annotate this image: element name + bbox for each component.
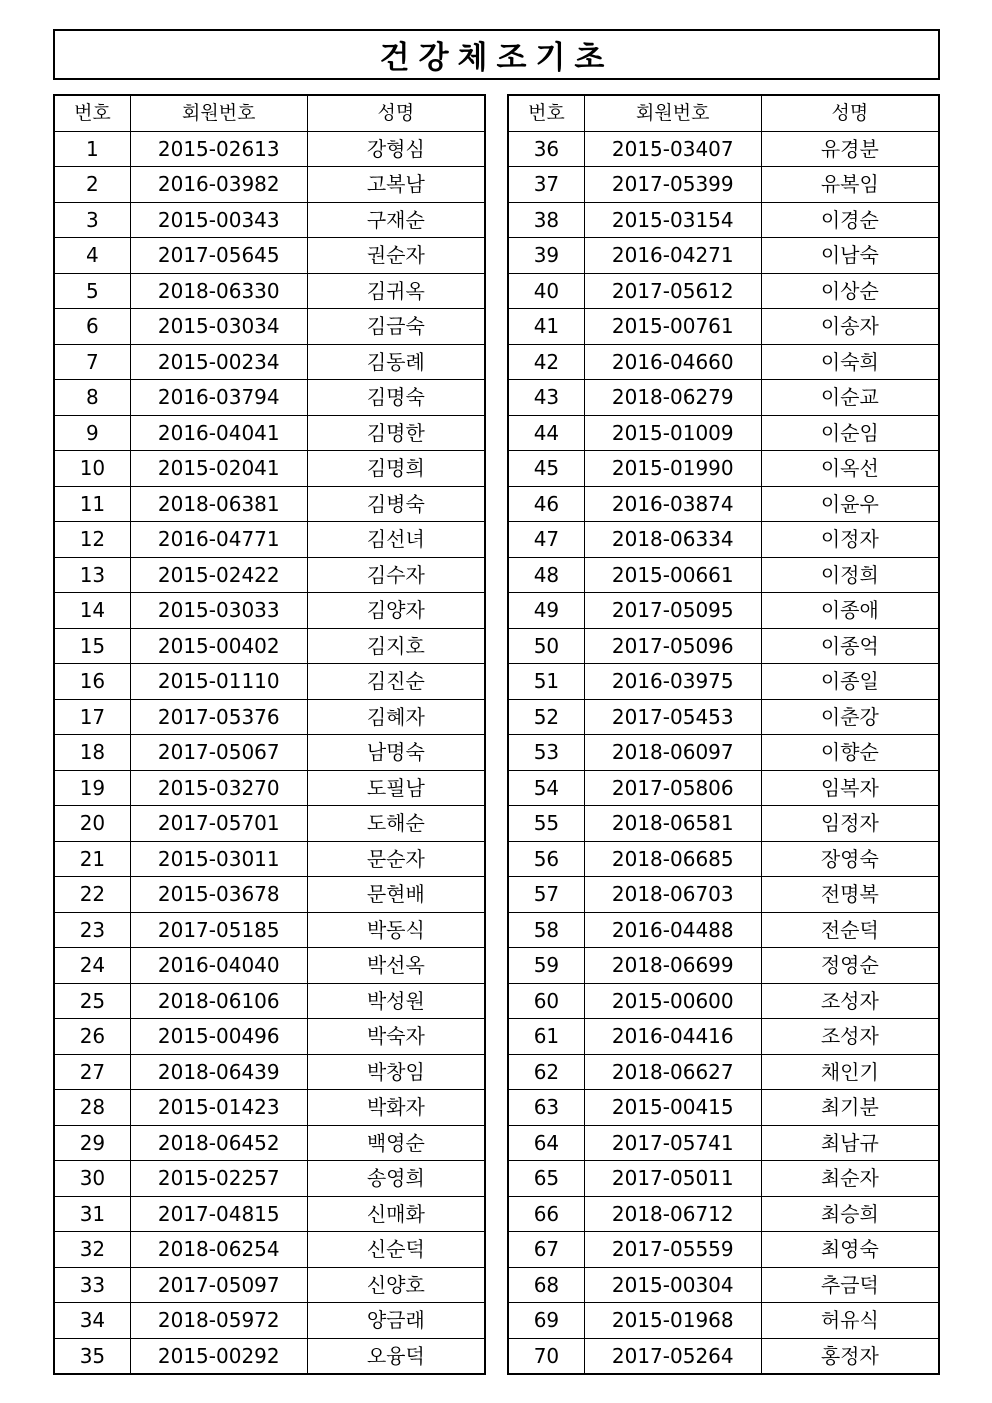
member-id-cell: 2015-03011 [130, 841, 307, 877]
member-name-cell: 최순자 [761, 1161, 939, 1197]
table-row [54, 557, 485, 593]
table-row [54, 1090, 485, 1126]
table-row [54, 628, 485, 664]
row-number-cell: 55 [508, 806, 584, 842]
table-row [54, 522, 485, 558]
member-name-cell: 구재순 [307, 202, 485, 238]
member-id-cell: 2015-02613 [130, 131, 307, 167]
member-name-cell: 이정희 [761, 557, 939, 593]
table-row [508, 1196, 939, 1232]
row-number-cell: 59 [508, 948, 584, 984]
row-number-cell: 11 [54, 486, 130, 522]
roster-body-right [508, 131, 939, 1374]
table-row [508, 415, 939, 451]
member-name-cell: 오융덕 [307, 1338, 485, 1374]
row-number-cell: 8 [54, 380, 130, 416]
row-number-cell: 60 [508, 983, 584, 1019]
row-number-cell: 56 [508, 841, 584, 877]
table-row [508, 273, 939, 309]
row-number-cell: 2 [54, 167, 130, 203]
member-id-cell: 2015-01423 [130, 1090, 307, 1126]
member-id-cell: 2018-06712 [584, 1196, 761, 1232]
row-number-cell: 67 [508, 1232, 584, 1268]
member-id-cell: 2016-04488 [584, 912, 761, 948]
table-row [508, 1161, 939, 1197]
table-row [54, 344, 485, 380]
row-number-cell: 57 [508, 877, 584, 913]
table-row [508, 202, 939, 238]
table-row [54, 1054, 485, 1090]
member-id-cell: 2017-05701 [130, 806, 307, 842]
member-id-cell: 2016-03975 [584, 664, 761, 700]
row-number-cell: 34 [54, 1303, 130, 1339]
table-row [54, 238, 485, 274]
member-name-cell: 백영순 [307, 1125, 485, 1161]
member-name-cell: 박동식 [307, 912, 485, 948]
member-id-cell: 2018-06452 [130, 1125, 307, 1161]
member-id-cell: 2015-00496 [130, 1019, 307, 1055]
member-name-cell: 조성자 [761, 1019, 939, 1055]
member-id-cell: 2015-02422 [130, 557, 307, 593]
table-row [54, 202, 485, 238]
row-number-cell: 63 [508, 1090, 584, 1126]
table-row [508, 806, 939, 842]
member-id-cell: 2015-03270 [130, 770, 307, 806]
member-name-cell: 이향순 [761, 735, 939, 771]
roster-table-left [53, 94, 486, 1375]
member-id-cell: 2015-00234 [130, 344, 307, 380]
member-name-cell: 이정자 [761, 522, 939, 558]
row-number-cell: 30 [54, 1161, 130, 1197]
row-number-cell: 62 [508, 1054, 584, 1090]
table-row [508, 486, 939, 522]
member-name-cell: 박숙자 [307, 1019, 485, 1055]
roster-body-left [54, 131, 485, 1374]
member-name-cell: 유경분 [761, 131, 939, 167]
table-row [54, 451, 485, 487]
row-number-cell: 44 [508, 415, 584, 451]
document-title: 건강체조기초 [379, 40, 614, 76]
member-id-cell: 2018-06439 [130, 1054, 307, 1090]
row-number-cell: 64 [508, 1125, 584, 1161]
table-row [508, 664, 939, 700]
member-name-cell: 이송자 [761, 309, 939, 345]
table-row [54, 1267, 485, 1303]
header-no: 번호 [508, 95, 584, 131]
header-name: 성명 [761, 95, 939, 131]
member-id-cell: 2017-05645 [130, 238, 307, 274]
member-id-cell: 2017-05612 [584, 273, 761, 309]
member-name-cell: 임정자 [761, 806, 939, 842]
row-number-cell: 24 [54, 948, 130, 984]
member-name-cell: 김진순 [307, 664, 485, 700]
member-name-cell: 김명희 [307, 451, 485, 487]
row-number-cell: 13 [54, 557, 130, 593]
member-id-cell: 2018-06685 [584, 841, 761, 877]
member-id-cell: 2016-03982 [130, 167, 307, 203]
table-row [54, 1125, 485, 1161]
table-row [54, 664, 485, 700]
member-name-cell: 최영숙 [761, 1232, 939, 1268]
row-number-cell: 53 [508, 735, 584, 771]
member-id-cell: 2017-05453 [584, 699, 761, 735]
member-id-cell: 2017-05376 [130, 699, 307, 735]
table-row [54, 699, 485, 735]
table-row [54, 770, 485, 806]
member-id-cell: 2015-03407 [584, 131, 761, 167]
member-id-cell: 2017-04815 [130, 1196, 307, 1232]
row-number-cell: 54 [508, 770, 584, 806]
roster-table-right [507, 94, 940, 1375]
row-number-cell: 27 [54, 1054, 130, 1090]
table-row [54, 1303, 485, 1339]
row-number-cell: 26 [54, 1019, 130, 1055]
member-id-cell: 2016-04771 [130, 522, 307, 558]
member-name-cell: 문현배 [307, 877, 485, 913]
table-row [54, 486, 485, 522]
member-id-cell: 2017-05264 [584, 1338, 761, 1374]
table-row [508, 380, 939, 416]
member-id-cell: 2016-04041 [130, 415, 307, 451]
member-name-cell: 박창임 [307, 1054, 485, 1090]
member-id-cell: 2018-06254 [130, 1232, 307, 1268]
member-name-cell: 도필남 [307, 770, 485, 806]
table-row [54, 841, 485, 877]
row-number-cell: 12 [54, 522, 130, 558]
table-row [508, 593, 939, 629]
member-name-cell: 전명복 [761, 877, 939, 913]
table-row [54, 1019, 485, 1055]
member-name-cell: 이종일 [761, 664, 939, 700]
row-number-cell: 45 [508, 451, 584, 487]
member-name-cell: 이상순 [761, 273, 939, 309]
member-id-cell: 2015-03033 [130, 593, 307, 629]
member-name-cell: 신순덕 [307, 1232, 485, 1268]
member-name-cell: 권순자 [307, 238, 485, 274]
table-row [508, 167, 939, 203]
member-name-cell: 허유식 [761, 1303, 939, 1339]
member-name-cell: 이춘강 [761, 699, 939, 735]
table-row [54, 983, 485, 1019]
row-number-cell: 43 [508, 380, 584, 416]
row-number-cell: 9 [54, 415, 130, 451]
table-row [508, 877, 939, 913]
table-row [508, 451, 939, 487]
member-name-cell: 정영순 [761, 948, 939, 984]
member-name-cell: 김동례 [307, 344, 485, 380]
member-name-cell: 전순덕 [761, 912, 939, 948]
row-number-cell: 39 [508, 238, 584, 274]
table-row [508, 912, 939, 948]
table-row [54, 131, 485, 167]
member-id-cell: 2016-04416 [584, 1019, 761, 1055]
header-no: 번호 [54, 95, 130, 131]
member-id-cell: 2016-04271 [584, 238, 761, 274]
row-number-cell: 42 [508, 344, 584, 380]
row-number-cell: 20 [54, 806, 130, 842]
member-id-cell: 2018-05972 [130, 1303, 307, 1339]
table-row [54, 167, 485, 203]
table-row [508, 841, 939, 877]
member-id-cell: 2017-05067 [130, 735, 307, 771]
header-member-id: 회원번호 [584, 95, 761, 131]
member-name-cell: 이옥선 [761, 451, 939, 487]
row-number-cell: 31 [54, 1196, 130, 1232]
row-number-cell: 14 [54, 593, 130, 629]
table-row [508, 131, 939, 167]
member-name-cell: 김선녀 [307, 522, 485, 558]
row-number-cell: 52 [508, 699, 584, 735]
table-row [54, 1161, 485, 1197]
member-id-cell: 2015-00402 [130, 628, 307, 664]
member-name-cell: 유복임 [761, 167, 939, 203]
member-name-cell: 장영숙 [761, 841, 939, 877]
member-id-cell: 2018-06381 [130, 486, 307, 522]
table-row [508, 770, 939, 806]
member-id-cell: 2018-06334 [584, 522, 761, 558]
member-name-cell: 이숙희 [761, 344, 939, 380]
table-row [508, 1232, 939, 1268]
member-id-cell: 2018-06581 [584, 806, 761, 842]
member-name-cell: 조성자 [761, 983, 939, 1019]
member-name-cell: 박성원 [307, 983, 485, 1019]
member-name-cell: 이종애 [761, 593, 939, 629]
table-row [54, 415, 485, 451]
row-number-cell: 4 [54, 238, 130, 274]
row-number-cell: 48 [508, 557, 584, 593]
row-number-cell: 47 [508, 522, 584, 558]
member-id-cell: 2017-05741 [584, 1125, 761, 1161]
member-name-cell: 김명숙 [307, 380, 485, 416]
table-row [54, 877, 485, 913]
row-number-cell: 15 [54, 628, 130, 664]
member-id-cell: 2015-00343 [130, 202, 307, 238]
table-row [54, 273, 485, 309]
header-name: 성명 [307, 95, 485, 131]
table-row [508, 522, 939, 558]
member-name-cell: 이윤우 [761, 486, 939, 522]
row-number-cell: 3 [54, 202, 130, 238]
member-name-cell: 김수자 [307, 557, 485, 593]
member-id-cell: 2015-03678 [130, 877, 307, 913]
row-number-cell: 50 [508, 628, 584, 664]
member-name-cell: 양금래 [307, 1303, 485, 1339]
member-name-cell: 강형심 [307, 131, 485, 167]
table-row [54, 380, 485, 416]
member-id-cell: 2015-00415 [584, 1090, 761, 1126]
row-number-cell: 33 [54, 1267, 130, 1303]
member-name-cell: 신매화 [307, 1196, 485, 1232]
table-row [508, 1019, 939, 1055]
row-number-cell: 17 [54, 699, 130, 735]
row-number-cell: 29 [54, 1125, 130, 1161]
table-row [508, 557, 939, 593]
row-number-cell: 49 [508, 593, 584, 629]
member-name-cell: 박선옥 [307, 948, 485, 984]
member-id-cell: 2015-01990 [584, 451, 761, 487]
member-name-cell: 채인기 [761, 1054, 939, 1090]
row-number-cell: 41 [508, 309, 584, 345]
row-number-cell: 23 [54, 912, 130, 948]
member-id-cell: 2016-04040 [130, 948, 307, 984]
member-id-cell: 2018-06097 [584, 735, 761, 771]
member-name-cell: 문순자 [307, 841, 485, 877]
table-row [54, 735, 485, 771]
member-name-cell: 김귀옥 [307, 273, 485, 309]
member-id-cell: 2017-05185 [130, 912, 307, 948]
table-row [508, 1338, 939, 1374]
member-name-cell: 송영희 [307, 1161, 485, 1197]
row-number-cell: 38 [508, 202, 584, 238]
member-id-cell: 2016-03874 [584, 486, 761, 522]
member-id-cell: 2017-05096 [584, 628, 761, 664]
row-number-cell: 61 [508, 1019, 584, 1055]
member-id-cell: 2017-05559 [584, 1232, 761, 1268]
member-id-cell: 2017-05095 [584, 593, 761, 629]
row-number-cell: 28 [54, 1090, 130, 1126]
member-name-cell: 최남규 [761, 1125, 939, 1161]
member-name-cell: 박화자 [307, 1090, 485, 1126]
row-number-cell: 69 [508, 1303, 584, 1339]
member-id-cell: 2015-03034 [130, 309, 307, 345]
table-row [508, 1267, 939, 1303]
member-id-cell: 2018-06699 [584, 948, 761, 984]
member-id-cell: 2015-00304 [584, 1267, 761, 1303]
table-row [508, 983, 939, 1019]
member-name-cell: 최승희 [761, 1196, 939, 1232]
row-number-cell: 5 [54, 273, 130, 309]
member-id-cell: 2015-01009 [584, 415, 761, 451]
row-number-cell: 46 [508, 486, 584, 522]
member-id-cell: 2016-04660 [584, 344, 761, 380]
row-number-cell: 22 [54, 877, 130, 913]
header-row [54, 95, 485, 131]
table-row [508, 344, 939, 380]
header-row [508, 95, 939, 131]
member-id-cell: 2017-05097 [130, 1267, 307, 1303]
member-name-cell: 이순임 [761, 415, 939, 451]
member-id-cell: 2018-06279 [584, 380, 761, 416]
row-number-cell: 37 [508, 167, 584, 203]
table-row [508, 1090, 939, 1126]
member-name-cell: 김금숙 [307, 309, 485, 345]
member-id-cell: 2015-00600 [584, 983, 761, 1019]
member-id-cell: 2015-02257 [130, 1161, 307, 1197]
member-id-cell: 2015-01110 [130, 664, 307, 700]
table-row [54, 948, 485, 984]
member-name-cell: 이남숙 [761, 238, 939, 274]
member-name-cell: 남명숙 [307, 735, 485, 771]
row-number-cell: 19 [54, 770, 130, 806]
row-number-cell: 21 [54, 841, 130, 877]
table-row [54, 1232, 485, 1268]
row-number-cell: 1 [54, 131, 130, 167]
table-row [54, 1196, 485, 1232]
member-name-cell: 김지호 [307, 628, 485, 664]
table-row [508, 238, 939, 274]
member-id-cell: 2017-05011 [584, 1161, 761, 1197]
table-row [508, 1303, 939, 1339]
row-number-cell: 66 [508, 1196, 584, 1232]
member-name-cell: 최기분 [761, 1090, 939, 1126]
row-number-cell: 40 [508, 273, 584, 309]
member-name-cell: 김양자 [307, 593, 485, 629]
member-id-cell: 2016-03794 [130, 380, 307, 416]
member-name-cell: 추금덕 [761, 1267, 939, 1303]
member-name-cell: 신양호 [307, 1267, 485, 1303]
member-id-cell: 2015-00661 [584, 557, 761, 593]
member-name-cell: 김혜자 [307, 699, 485, 735]
member-name-cell: 김명한 [307, 415, 485, 451]
member-name-cell: 김병숙 [307, 486, 485, 522]
table-row [508, 1125, 939, 1161]
row-number-cell: 65 [508, 1161, 584, 1197]
row-number-cell: 35 [54, 1338, 130, 1374]
member-name-cell: 이경순 [761, 202, 939, 238]
member-name-cell: 도해순 [307, 806, 485, 842]
row-number-cell: 36 [508, 131, 584, 167]
table-row [508, 948, 939, 984]
table-row [54, 593, 485, 629]
table-row [508, 628, 939, 664]
row-number-cell: 10 [54, 451, 130, 487]
row-number-cell: 25 [54, 983, 130, 1019]
table-row [54, 806, 485, 842]
member-id-cell: 2015-00761 [584, 309, 761, 345]
table-row [54, 912, 485, 948]
member-name-cell: 임복자 [761, 770, 939, 806]
document-title-box [53, 29, 940, 80]
member-id-cell: 2015-01968 [584, 1303, 761, 1339]
row-number-cell: 7 [54, 344, 130, 380]
row-number-cell: 18 [54, 735, 130, 771]
table-row [54, 309, 485, 345]
member-name-cell: 이종억 [761, 628, 939, 664]
row-number-cell: 68 [508, 1267, 584, 1303]
member-id-cell: 2015-02041 [130, 451, 307, 487]
member-id-cell: 2017-05806 [584, 770, 761, 806]
member-id-cell: 2018-06330 [130, 273, 307, 309]
table-row [508, 735, 939, 771]
row-number-cell: 51 [508, 664, 584, 700]
member-name-cell: 고복남 [307, 167, 485, 203]
member-id-cell: 2015-03154 [584, 202, 761, 238]
member-id-cell: 2018-06106 [130, 983, 307, 1019]
row-number-cell: 16 [54, 664, 130, 700]
row-number-cell: 70 [508, 1338, 584, 1374]
member-name-cell: 홍정자 [761, 1338, 939, 1374]
table-row [54, 1338, 485, 1374]
member-id-cell: 2017-05399 [584, 167, 761, 203]
row-number-cell: 32 [54, 1232, 130, 1268]
row-number-cell: 58 [508, 912, 584, 948]
table-row [508, 1054, 939, 1090]
member-name-cell: 이순교 [761, 380, 939, 416]
member-id-cell: 2018-06627 [584, 1054, 761, 1090]
table-row [508, 699, 939, 735]
member-id-cell: 2015-00292 [130, 1338, 307, 1374]
member-id-cell: 2018-06703 [584, 877, 761, 913]
table-row [508, 309, 939, 345]
header-member-id: 회원번호 [130, 95, 307, 131]
row-number-cell: 6 [54, 309, 130, 345]
